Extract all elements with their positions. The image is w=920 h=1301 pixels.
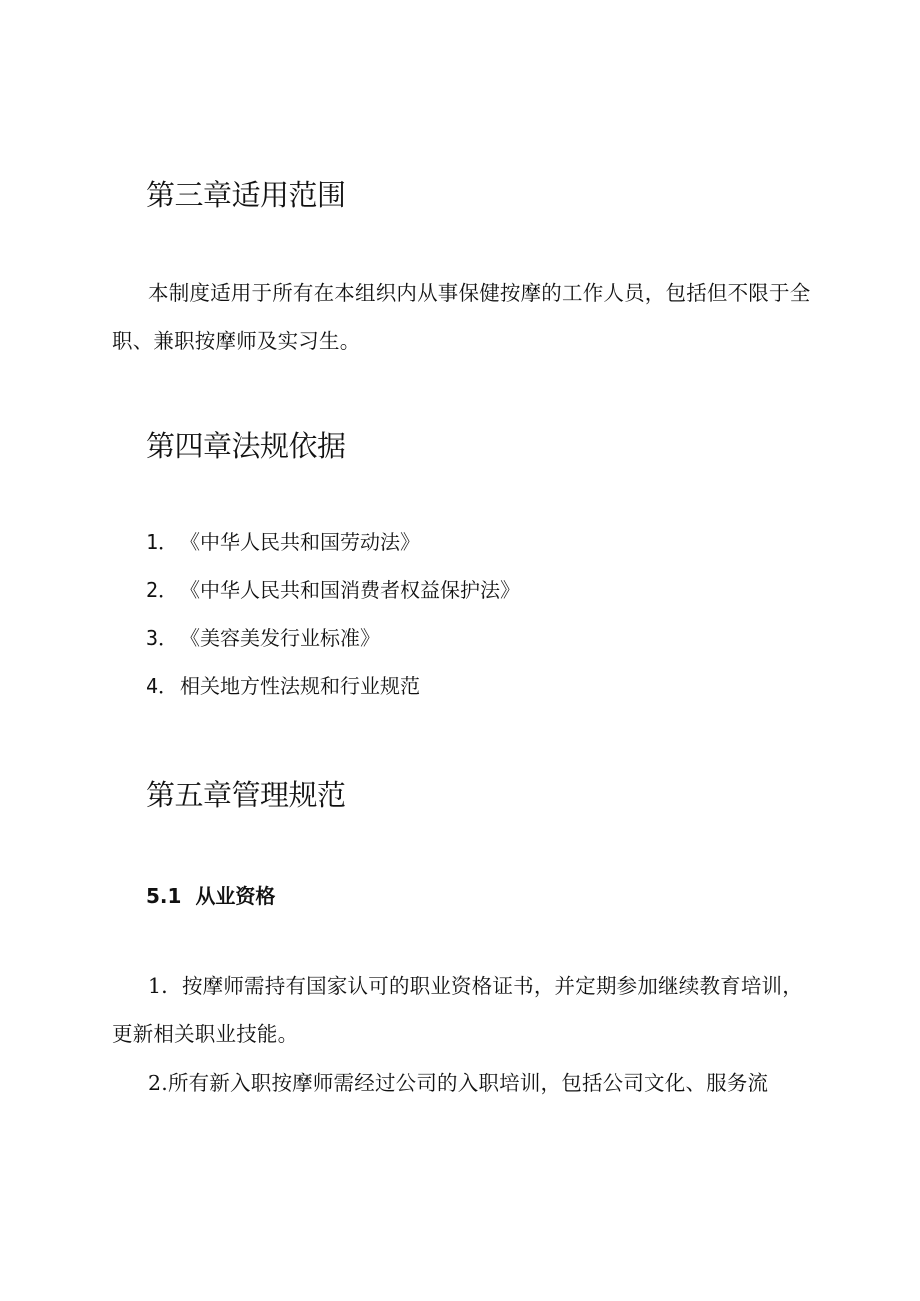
list-item [146, 575, 520, 605]
list-item [146, 623, 380, 653]
section-heading [146, 881, 275, 911]
section-paragraph-1: 1．按摩师需持有国家认可的职业资格证书，并定期参加继续教育培训，更新相关职业技能。 [112, 974, 803, 1046]
section-title: 从业资格 [195, 884, 276, 908]
list-item-text: 《中华人民共和国消费者权益保护法》 [180, 578, 520, 602]
chapter5-title: 第五章管理规范 [146, 778, 346, 812]
section-number: 5.1 [146, 884, 182, 908]
list-item-number: 3． [146, 626, 179, 650]
list-item [146, 671, 420, 701]
list-item-text: 相关地方性法规和行业规范 [180, 674, 420, 698]
list-item-number: 4． [146, 674, 179, 698]
section-paragraph-2: 2.所有新入职按摩师需经过公司的入职培训，包括公司文化、服务流 [148, 1071, 769, 1095]
chapter3-title: 第三章适用范围 [146, 178, 346, 212]
list-item [146, 527, 420, 557]
list-item-text: 《中华人民共和国劳动法》 [180, 530, 420, 554]
list-item-number: 1． [146, 530, 179, 554]
list-item-text: 《美容美发行业标准》 [180, 626, 380, 650]
chapter4-title: 第四章法规依据 [146, 429, 346, 463]
chapter3-paragraph: 本制度适用于所有在本组织内从事保健按摩的工作人员，包括但不限于全职、兼职按摩师及实习生。 [112, 281, 811, 353]
list-item-number: 2． [146, 578, 179, 602]
